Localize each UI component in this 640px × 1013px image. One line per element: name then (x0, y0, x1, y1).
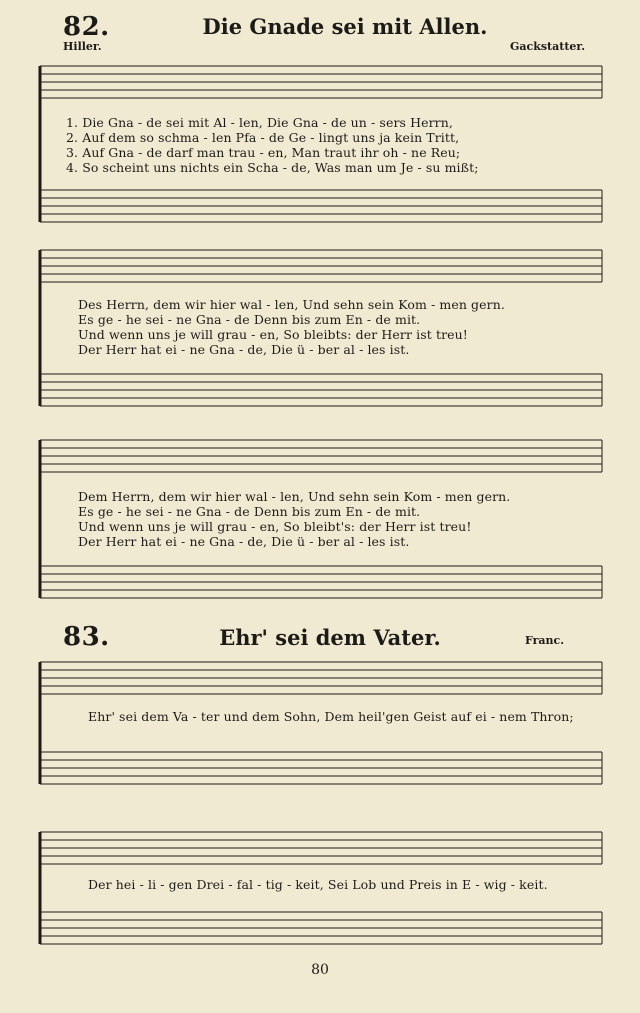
lyric-line: Und wenn uns je will grau - en, So bleibts: der Herr ist treu! (78, 327, 468, 342)
hymn-number: 82. (63, 12, 110, 42)
bass-staff (40, 566, 602, 598)
lyric-line: 4. So scheint uns nichts ein Scha - de, Was man um Je - su mißt; (66, 160, 479, 175)
lyrics-system-1 (66, 115, 586, 175)
lyrics-system-2 (78, 297, 598, 357)
bass-staff (40, 912, 602, 944)
lyric-line: Es ge - he sei - ne Gna - de Denn bis zum En - de mit. (78, 312, 421, 327)
bass-staff (40, 190, 602, 222)
lyric-line: Der hei - li - gen Drei - fal - tig - keit, Sei Lob und Preis in E - wig - keit. (88, 877, 548, 892)
lyric-line: Der Herr hat ei - ne Gna - de, Die ü - ber al - les ist. (78, 534, 410, 549)
page-number: 80 (311, 962, 329, 978)
composer-credit: Franc. (525, 634, 565, 647)
hymn-title: Ehr' sei dem Vater. (219, 625, 441, 650)
treble-staff (40, 66, 602, 98)
lyric-line: Und wenn uns je will grau - en, So bleibt's: der Herr ist treu! (78, 519, 472, 534)
lyric-line: Es ge - he sei - ne Gna - de Denn bis zum En - de mit. (78, 504, 421, 519)
lyrics-system-1 (88, 709, 608, 724)
lyric-line: 2. Auf dem so schma - len Pfa - de Ge - lingt uns ja kein Tritt, (66, 130, 460, 145)
lyric-line: Ehr' sei dem Va - ter und dem Sohn, Dem heil'gen Geist auf ei - nem Thron; (88, 709, 574, 724)
treble-staff (40, 250, 602, 282)
bass-staff (40, 374, 602, 406)
hymn-number: 83. (63, 622, 110, 652)
treble-staff (40, 832, 602, 864)
lyrics-system-3 (78, 489, 598, 549)
lyric-line: Der Herr hat ei - ne Gna - de, Die ü - ber al - les ist. (78, 342, 410, 357)
treble-staff (40, 662, 602, 694)
hymn-title: Die Gnade sei mit Allen. (202, 14, 488, 39)
lyric-line: Des Herrn, dem wir hier wal - len, Und sehn sein Kom - men gern. (78, 297, 505, 312)
lyric-line: 1. Die Gna - de sei mit Al - len, Die Gna - de un - sers Herrn, (66, 115, 453, 130)
treble-staff (40, 440, 602, 472)
bass-staff (40, 752, 602, 784)
lyric-line: 3. Auf Gna - de darf man trau - en, Man traut ihr oh - ne Reu; (66, 145, 461, 160)
composer-credit: Hiller. (63, 40, 102, 53)
arranger-credit: Gackstatter. (510, 40, 586, 53)
lyrics-system-2 (88, 877, 608, 892)
lyric-line: Dem Herrn, dem wir hier wal - len, Und sehn sein Kom - men gern. (78, 489, 511, 504)
